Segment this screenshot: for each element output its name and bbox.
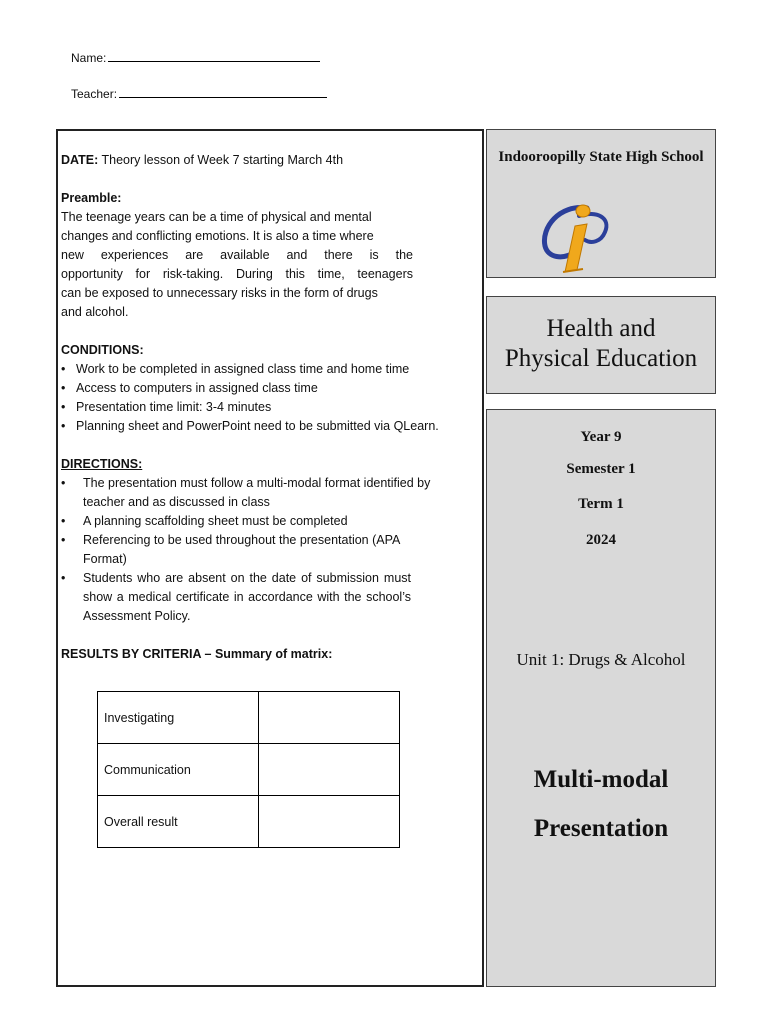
criterion-cell: Communication [98,744,259,796]
teacher-line [119,86,327,98]
task-title-line: Presentation [533,815,669,842]
table-row [98,744,400,796]
preamble-line: and alcohol. [61,305,129,319]
list-item: • Planning sheet and PowerPoint need to be submitted via QLearn. [61,417,475,436]
school-panel [486,129,716,278]
task-details-content [61,151,475,664]
results-heading: RESULTS BY CRITERIA – Summary of matrix: [61,647,333,661]
list-item: • Presentation time limit: 3-4 minutes [61,398,475,417]
name-label: Name: [71,51,107,65]
directions-heading: DIRECTIONS: [61,457,143,471]
preamble-line: new experiences are available and there is the [61,248,413,262]
criterion-cell: Investigating [98,692,259,744]
result-cell [259,796,400,848]
list-item: • Referencing to be used throughout the presentation (APA Format) [61,531,443,569]
date-line [61,151,475,170]
school-year: 2024 [586,532,616,548]
list-item: • Work to be completed in assigned class time and home time [61,360,475,379]
task-details-box [56,129,484,987]
year-level: Year 9 [580,429,622,445]
list-item: • A planning scaffolding sheet must be completed [61,512,463,531]
preamble-text [61,208,413,322]
semester: Semester 1 [566,461,636,477]
date-label: DATE: [61,153,99,167]
directions-list [61,474,463,626]
school-logo-icon [539,200,619,276]
criterion-cell: Overall result [98,796,259,848]
list-item: • Students who are absent on the date of submission must show a medical certificate in accordance with the school’s Assessment Policy. [61,569,411,626]
name-field [71,50,320,65]
preamble-heading: Preamble: [61,191,122,205]
assessment-info-panel [486,409,716,987]
conditions-list [61,360,475,436]
subject-title [487,314,715,374]
teacher-field [71,86,327,101]
date-value: Theory lesson of Week 7 starting March 4th [98,153,344,167]
preamble-line: The teenage years can be a time of physical and mental [61,210,372,224]
teacher-label: Teacher: [71,87,118,101]
result-cell [259,692,400,744]
name-line [108,50,320,62]
conditions-heading: CONDITIONS: [61,343,144,357]
subject-line: Physical Education [504,345,698,372]
list-item: • The presentation must follow a multi-modal format identified by teacher and as discussed in class [61,474,463,512]
school-name: Indooroopilly State High School [498,149,704,165]
table-row [98,796,400,848]
table-row [98,692,400,744]
preamble-line: can be exposed to unnecessary risks in the form of drugs [61,286,378,300]
preamble-line: opportunity for risk-taking. During this time, teenagers [61,267,413,281]
preamble-line: changes and conflicting emotions. It is also a time where [61,229,374,243]
result-cell [259,744,400,796]
subject-panel [486,296,716,394]
subject-line: Health and [546,315,656,342]
term: Term 1 [578,496,624,512]
task-title-line: Multi-modal [533,766,669,793]
results-matrix [97,691,400,848]
list-item: • Access to computers in assigned class time [61,379,475,398]
unit-title: Unit 1: Drugs & Alcohol [516,650,686,669]
